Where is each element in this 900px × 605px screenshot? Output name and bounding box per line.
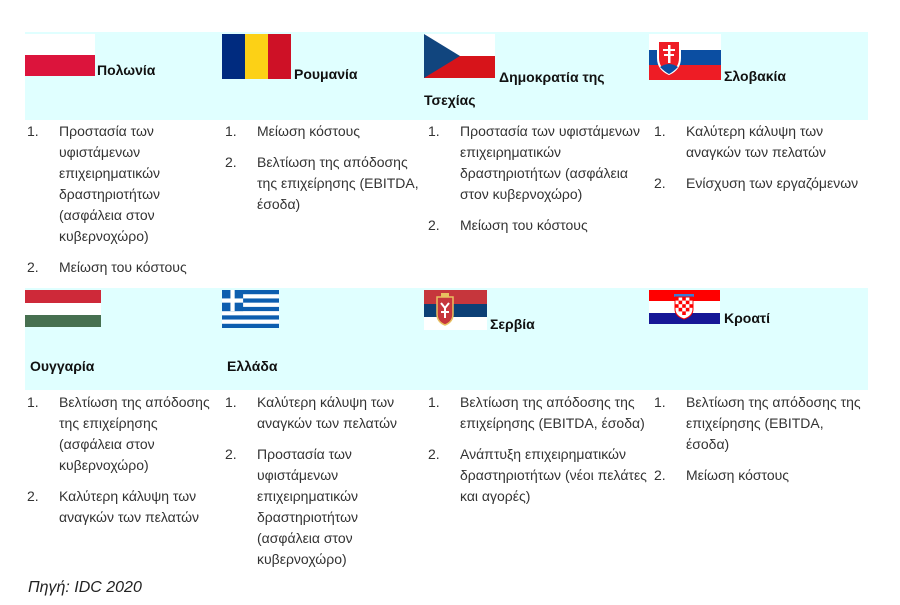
list-item: 1. Βελτίωση της απόδοσης της επιχείρησης (ασφάλεια στον κυβερνοχώρο): [27, 394, 210, 473]
list-item: 2. Μείωση του κόστους: [428, 217, 588, 233]
list-item: 1. Βελτίωση της απόδοσης της επιχείρησης (EBITDA, έσοδα): [428, 394, 645, 431]
list-item: 2. Μείωση του κόστους: [27, 259, 187, 275]
list-item: 2. Ανάπτυξη επιχειρηματικών δραστηριοτήτων (νέοι πελάτες και αγορές): [428, 446, 647, 504]
priority-list-croatia: [654, 392, 869, 496]
hungary-flag-icon: [25, 290, 101, 327]
priority-list-slovakia: [654, 121, 869, 204]
list-item: 2. Προστασία των υφιστάμενων επιχειρηματικών δραστηριοτήτων (ασφάλεια στον κυβερνοχώρο): [225, 446, 359, 567]
priority-list-serbia: [428, 392, 653, 517]
country-name-poland: Πολωνία: [97, 62, 156, 78]
list-item: 1. Προστασία των υφιστάμενων επιχειρηματικών δραστηριοτήτων (ασφάλεια στον κυβερνοχώρο): [428, 123, 640, 202]
country-name-slovakia: Σλοβακία: [724, 68, 787, 84]
country-name-serbia: Σερβία: [490, 316, 535, 332]
list-item: 1. Προστασία των υφιστάμενων επιχειρηματικών δραστηριοτήτων (ασφάλεια στον κυβερνοχώρο): [27, 123, 161, 244]
priority-list-czech: [428, 121, 653, 246]
priority-list-hungary: [27, 392, 222, 538]
serbia-flag-icon: [424, 290, 487, 330]
priority-list-greece: [225, 392, 420, 580]
list-item: 1. Καλύτερη κάλυψη των αναγκών των πελατών: [654, 123, 827, 160]
romania-flag-icon: [222, 34, 291, 79]
greece-flag-icon: [222, 290, 279, 328]
list-item: 2. Βελτίωση της απόδοσης της επιχείρησης (EBITDA, έσοδα): [225, 154, 419, 212]
country-name-romania: Ρουμανία: [294, 66, 358, 82]
list-item: 2. Ενίσχυση των εργαζόμενων: [654, 175, 859, 191]
list-item: 2. Μείωση κόστους: [654, 467, 790, 483]
priority-list-poland: [27, 121, 217, 288]
slovakia-flag-icon: [649, 34, 721, 80]
source-note: Πηγή: IDC 2020: [28, 579, 142, 596]
priority-list-romania: [225, 121, 420, 225]
country-name-croatia: Κροατί: [724, 310, 771, 326]
croatia-flag-icon: [649, 290, 720, 324]
list-item: 1. Καλύτερη κάλυψη των αναγκών των πελατών: [225, 394, 398, 431]
country-name-hungary: Ουγγαρία: [30, 358, 95, 374]
list-item: 2. Καλύτερη κάλυψη των αναγκών των πελατών: [27, 488, 200, 525]
list-item: 1. Μείωση κόστους: [225, 123, 361, 139]
list-item: 1. Βελτίωση της απόδοσης της επιχείρησης (EBITDA, έσοδα): [654, 394, 861, 452]
country-name-czech: Δημοκρατία της Τσεχίας: [424, 69, 605, 108]
country-name-greece: Ελλάδα: [227, 358, 278, 374]
poland-flag-icon: [25, 34, 95, 76]
